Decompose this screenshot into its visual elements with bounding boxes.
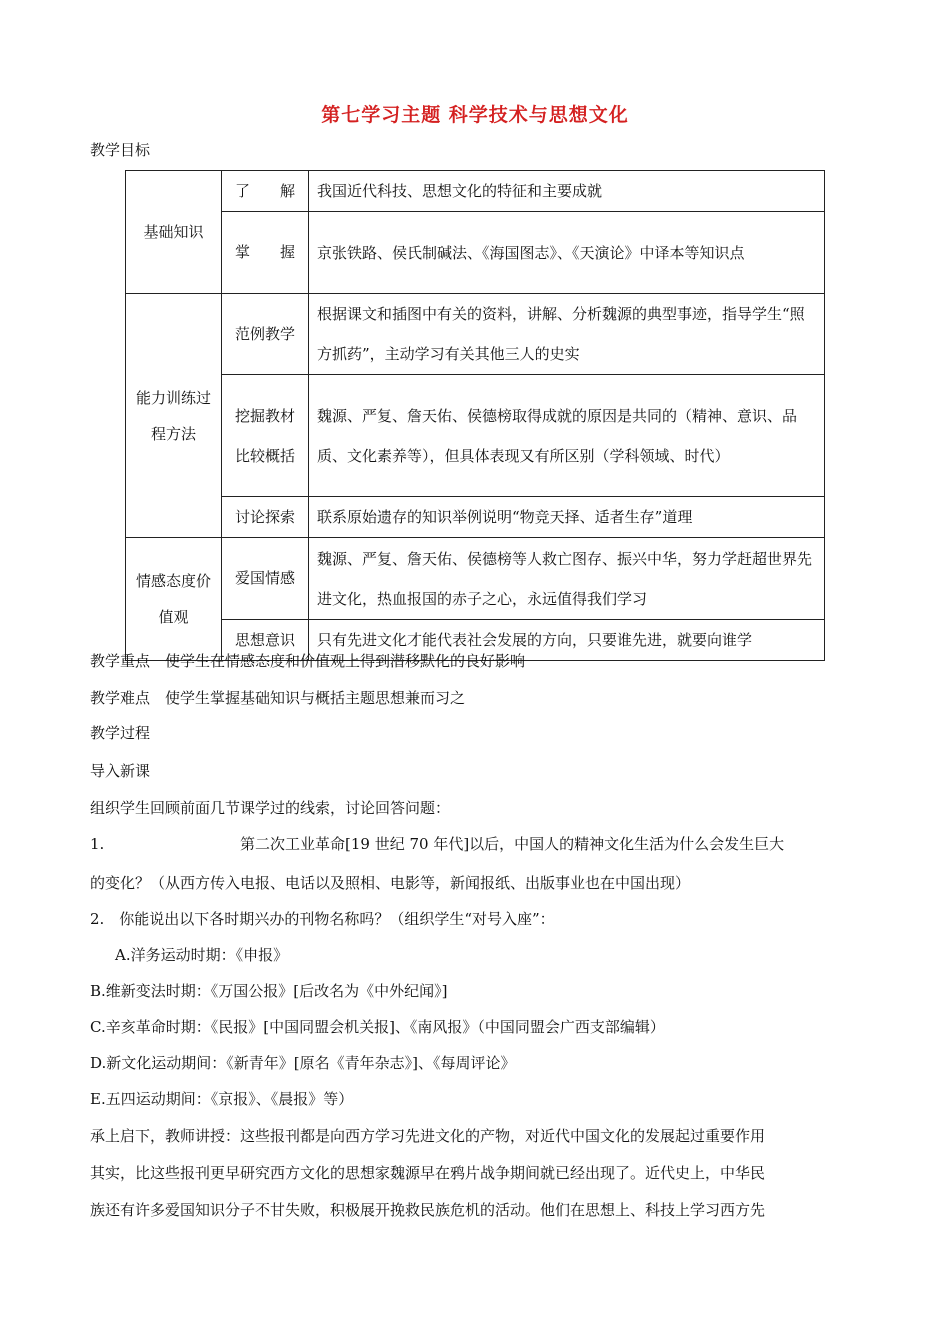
subcategory-cell: 思想意识 bbox=[222, 620, 309, 661]
page-title: 第七学习主题 科学技术与思想文化 bbox=[321, 104, 629, 126]
intro-heading: 导入新课 bbox=[90, 762, 151, 780]
subcategory-cell: 了 解 bbox=[222, 171, 309, 212]
table-row bbox=[126, 497, 825, 538]
intro-text: 组织学生回顾前面几节课学过的线索，讨论回答问题： bbox=[90, 799, 451, 817]
difficult-point: 教学难点 使学生掌握基础知识与概括主题思想兼而习之 bbox=[90, 689, 466, 707]
category-cell: 基础知识 bbox=[126, 171, 222, 294]
key-point: 教学重点 使学生在情感态度和价值观上得到潜移默化的良好影响 bbox=[90, 652, 526, 670]
question-text: 第二次工业革命[19 世纪 70 年代]以后，中国人的精神文化生活为什么会发生巨大 bbox=[240, 835, 785, 853]
question-number: 1. bbox=[90, 835, 105, 853]
table-row bbox=[126, 212, 825, 294]
description-cell: 我国近代科技、思想文化的特征和主要成就 bbox=[309, 171, 825, 212]
category-cell: 能力训练过程方法 bbox=[126, 294, 222, 538]
option-a: A.洋务运动时期：《申报》 bbox=[115, 946, 289, 964]
paragraph-line: 承上启下，教师讲授：这些报刊都是向西方学习先进文化的产物，对近代中国文化的发展起过重要作用 bbox=[90, 1127, 766, 1145]
category-cell: 情感态度价值观 bbox=[126, 538, 222, 661]
option-c: C.辛亥革命时期：《民报》[中国同盟会机关报]、《南风报》（中国同盟会广西支部编辑） bbox=[90, 1018, 665, 1036]
description-cell: 京张铁路、侯氏制碱法、《海国图志》、《天演论》中译本等知识点 bbox=[309, 212, 825, 294]
question-1-continued: 的变化？（从西方传入电报、电话以及照相、电影等，新闻报纸、出版事业也在中国出现） bbox=[90, 874, 691, 892]
subcategory-cell: 掌 握 bbox=[222, 212, 309, 294]
table-row bbox=[126, 294, 825, 375]
subcategory-cell: 范例教学 bbox=[222, 294, 309, 375]
paragraph-line: 族还有许多爱国知识分子不甘失败，积极展开挽救民族危机的活动。他们在思想上、科技上学习西方先 bbox=[90, 1201, 766, 1219]
objectives-heading: 教学目标 bbox=[90, 141, 151, 159]
table-row bbox=[126, 375, 825, 497]
option-d: D.新文化运动期间：《新青年》[原名《青年杂志》]、《每周评论》 bbox=[90, 1054, 516, 1072]
table-row bbox=[126, 538, 825, 620]
option-b: B.维新变法时期：《万国公报》[后改名为《中外纪闻》] bbox=[90, 982, 448, 1000]
subcategory-cell: 讨论探索 bbox=[222, 497, 309, 538]
subcategory-cell: 挖掘教材比较概括 bbox=[222, 375, 309, 497]
description-cell: 只有先进文化才能代表社会发展的方向，只要谁先进，就要向谁学 bbox=[309, 620, 825, 661]
subcategory-cell: 爱国情感 bbox=[222, 538, 309, 620]
description-cell: 联系原始遗存的知识举例说明“物竞天择、适者生存”道理 bbox=[309, 497, 825, 538]
question-1 bbox=[90, 833, 784, 854]
objectives-table bbox=[125, 170, 825, 661]
table-row bbox=[126, 171, 825, 212]
description-cell: 根据课文和插图中有关的资料，讲解、分析魏源的典型事迹，指导学生“照方抓药”，主动学习有关其他三人的史实 bbox=[309, 294, 825, 375]
paragraph-line: 其实，比这些报刊更早研究西方文化的思想家魏源早在鸦片战争期间就已经出现了。近代史上，中华民 bbox=[90, 1164, 766, 1182]
process-heading: 教学过程 bbox=[90, 724, 151, 742]
description-cell: 魏源、严复、詹天佑、侯德榜取得成就的原因是共同的（精神、意识、品质、文化素养等），但具体表现又有所区别（学科领域、时代） bbox=[309, 375, 825, 497]
question-2: 2. 你能说出以下各时期兴办的刊物名称吗？（组织学生“对号入座”： bbox=[90, 910, 555, 928]
option-e: E.五四运动期间：《京报》、《晨报》等） bbox=[90, 1090, 354, 1108]
description-cell: 魏源、严复、詹天佑、侯德榜等人救亡图存、振兴中华，努力学赶超世界先进文化，热血报国的赤子之心，永远值得我们学习 bbox=[309, 538, 825, 620]
